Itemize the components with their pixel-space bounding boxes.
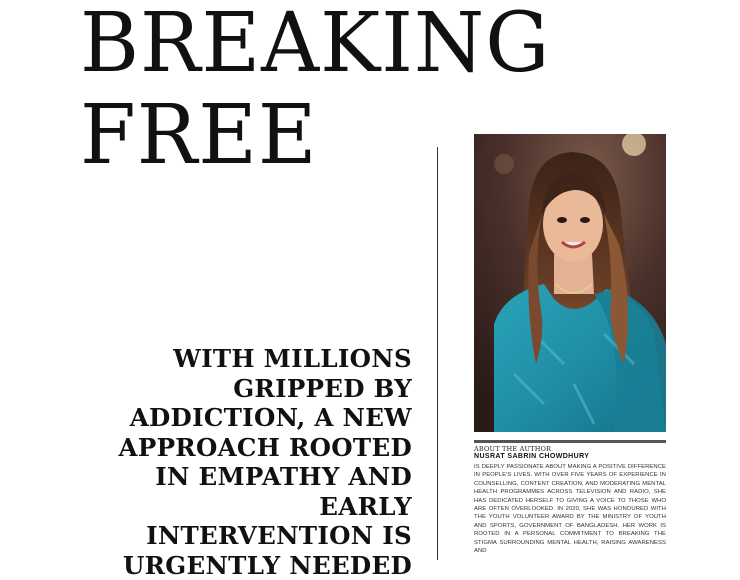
author-section-rule (474, 440, 666, 443)
deck-subheading: WITH MILLIONS GRIPPED BY ADDICTION, A NEW APPROACH ROOTED IN EMPATHY AND EARLY INTERVENTION IS URGENTLY NEEDED (118, 344, 412, 580)
author-portrait-illustration (474, 134, 666, 432)
author-photo (474, 134, 666, 432)
column-divider (437, 147, 438, 560)
author-bio: IS DEEPLY PASSIONATE ABOUT MAKING A POSITIVE DIFFERENCE IN PEOPLE'S LIVES. WITH OVER FIVE YEARS OF EXPERIENCE IN COUNSELLING, CONTENT CREATION, AND MODERATING MENTAL HEALTH PROGRAMMES ACROSS TELEVISION AND RADIO, SHE HAS DEDICATED HERSELF TO GIVING A VOICE TO THOSE WHO ARE OFTEN OVERLOOKED. IN 2020, SHE WAS HONOURED WITH THE YOUTH VOLUNTEER AWARD BY THE MINISTRY OF YOUTH AND SPORTS, GOVERNMENT OF BANGLADESH. HER WORK IS ROOTED IN A PERSONAL COMMITMENT TO BREAKING THE STIGMA SURROUNDING MENTAL HEALTH, RAISING AWARENESS AND (474, 464, 666, 555)
headline-line-2: FREE (80, 88, 318, 183)
headline-line-1: BREAKING (80, 0, 551, 91)
author-name: NUSRAT SABRIN CHOWDHURY (474, 453, 590, 460)
about-author-label: ABOUT THE AUTHOR (474, 445, 552, 453)
